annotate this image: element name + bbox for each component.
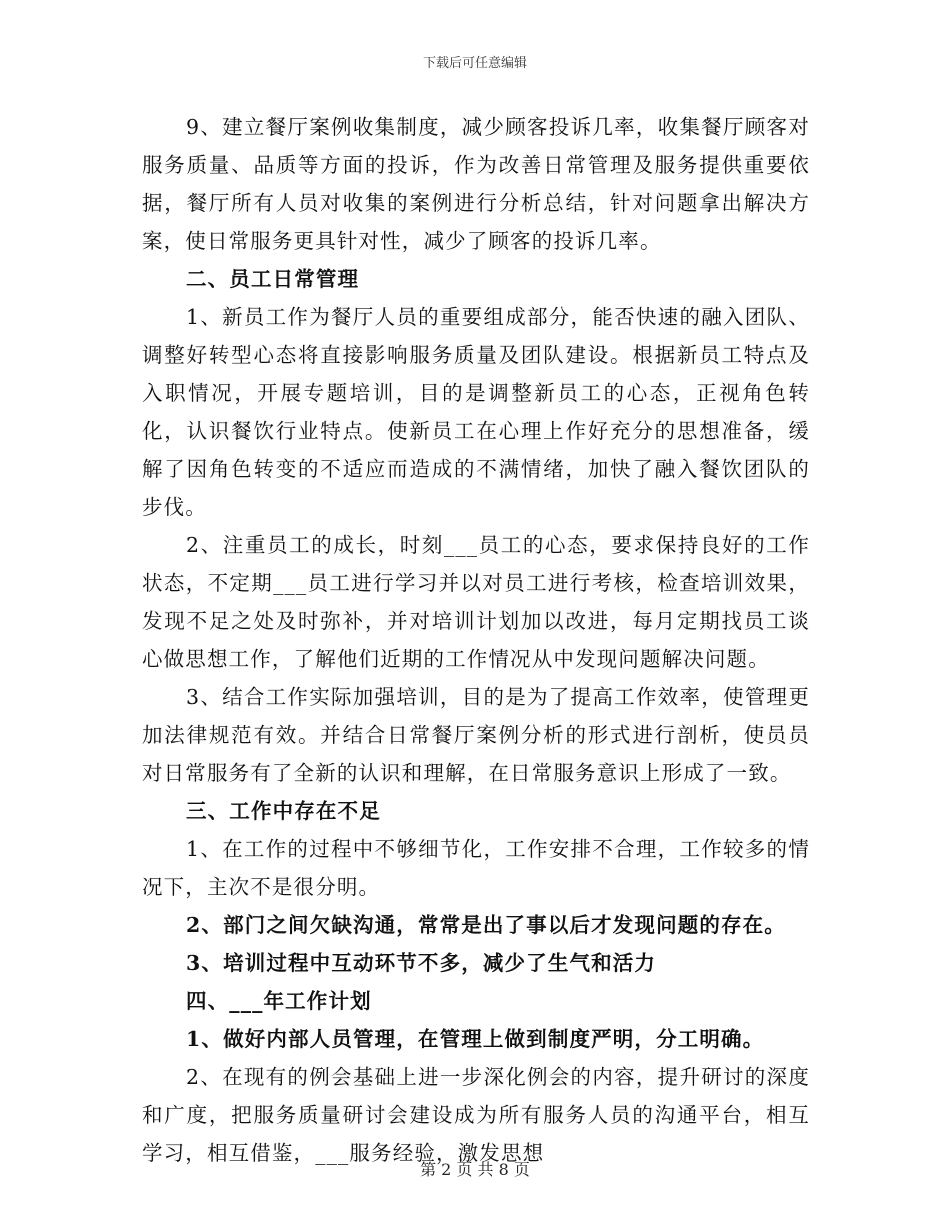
paragraph-shortcoming-2: 2、部门之间欠缺沟通，常常是出了事以后才发现问题的存在。 (186, 913, 786, 937)
paragraph-item-9-case-collection: 9、建立餐厅案例收集制度，减少顾客投诉几率，收集餐厅顾客对服务质量、品质等方面的投诉，作为改善日常管理及服务提供重要依据，餐厅所有人员对收集的案例进行分析总结，针对问题拿出解决方案，使日常服务更具针对性，减少了顾客的投诉几率。 (142, 115, 810, 253)
document-body (142, 108, 810, 1172)
paragraph-new-staff: 1、新员工作为餐厅人员的重要组成部分，能否快速的融入团队、调整好转型心态将直接影响服务质量及团队建设。根据新员工特点及入职情况，开展专题培训，目的是调整新员工的心态，正视角色转化，认识餐饮行业特点。使新员工在心理上作好充分的思想准备，缓解了因角色转变的不适应而造成的不满情绪，加快了融入餐饮团队的步伐。 (142, 305, 810, 519)
page-number-footer: 第 2 页 共 8 页 (420, 1160, 530, 1179)
paragraph-staff-growth: 2、注重员工的成长，时刻___员工的心态，要求保持良好的工作状态，不定期___员工进行学习并以对员工进行考核，检查培训效果，发现不足之处及时弥补，并对培训计划加以改进，每月定期找员工谈心做思想工作，了解他们近期的工作情况从中发现问题解决问题。 (142, 533, 810, 671)
section-heading-staff-management: 二、员工日常管理 (186, 267, 360, 291)
section-heading-shortcomings: 三、工作中存在不足 (186, 799, 381, 823)
paragraph-training: 3、结合工作实际加强培训，目的是为了提高工作效率，使管理更加法律规范有效。并结合日常餐厅案例分析的形式进行剖析，使员员对日常服务有了全新的认识和理解，在日常服务意识上形成了一致。 (142, 685, 810, 785)
paragraph-plan-2: 2、在现有的例会基础上进一步深化例会的内容，提升研讨的深度和广度，把服务质量研讨会建设成为所有服务人员的沟通平台，相互学习，相互借鉴，___服务经验，激发思想 (142, 1065, 810, 1165)
paragraph-shortcoming-1: 1、在工作的过程中不够细节化，工作安排不合理，工作较多的情况下，主次不是很分明。 (142, 837, 810, 899)
section-heading-work-plan: 四、___年工作计划 (186, 989, 372, 1013)
page-header-note: 下载后可任意编辑 (422, 56, 527, 71)
paragraph-shortcoming-3: 3、培训过程中互动环节不多，减少了生气和活力 (186, 951, 657, 975)
paragraph-plan-1: 1、做好内部人员管理，在管理上做到制度严明，分工明确。 (186, 1027, 765, 1051)
